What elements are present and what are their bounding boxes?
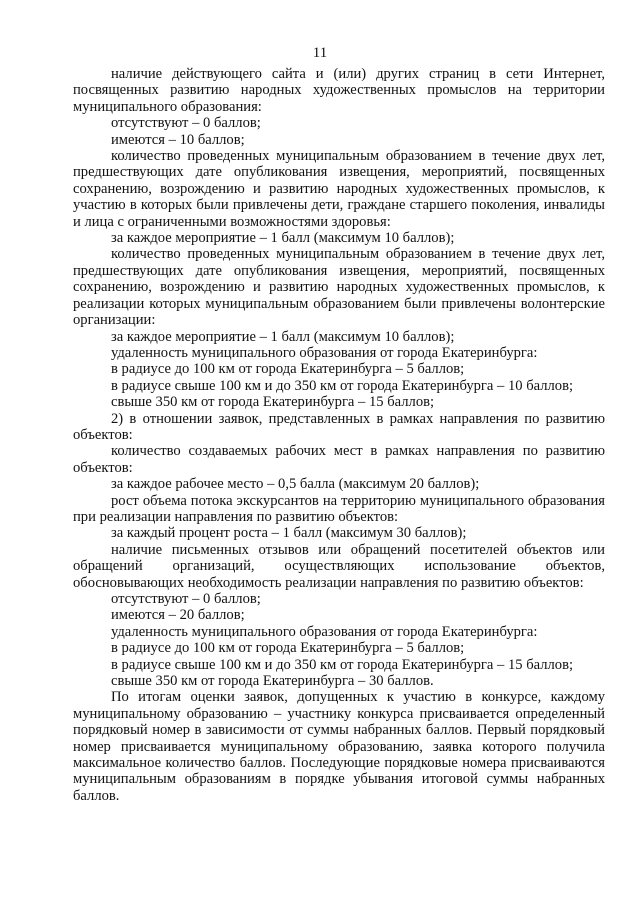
paragraph-score-option: имеются – 20 баллов; [111, 607, 245, 624]
document-body [73, 66, 605, 804]
paragraph-ranking-rules: По итогам оценки заявок, допущенных к участию в конкурсе, каждому муниципальному образованию – участнику конкурса присваивается определенный порядковый номер в зависимости от суммы набранных баллов. Первый порядковый номер присваивается муниципальному образованию, заявка которого получила максимальное количество баллов. Последующие порядковые номера присваиваются муниципальным образованиям в порядке убывания итоговой суммы набранных баллов. [73, 689, 605, 804]
paragraph-score-option: за каждый процент роста – 1 балл (максимум 30 баллов); [111, 525, 467, 542]
paragraph-score-option: отсутствуют – 0 баллов; [111, 115, 261, 132]
paragraph-website-criterion: наличие действующего сайта и (или) других страниц в сети Интернет, посвященных развитию народных художественных промыслов на территории муниципального образования: [73, 66, 605, 115]
paragraph-events-with-children-criterion: количество проведенных муниципальным образованием в течение двух лет, предшествующих дате опубликования извещения, мероприятий, посвященных сохранению, возрождению и развитию народных художественных промыслов, к участию в которых были привлечены дети, граждане старшего поколения, инвалиды и лица с ограниченными возможностями здоровья: [73, 148, 605, 230]
page-number: 11 [312, 45, 328, 61]
paragraph-score-option: в радиусе до 100 км от города Екатеринбурга – 5 баллов; [111, 361, 465, 378]
paragraph-score-option: за каждое мероприятие – 1 балл (максимум 10 баллов); [111, 328, 455, 345]
paragraph-score-option: отсутствуют – 0 баллов; [111, 591, 261, 607]
paragraph-score-option: свыше 350 км от города Екатеринбурга – 30 баллов. [111, 673, 434, 690]
paragraph-score-option: за каждое мероприятие – 1 балл (максимум 10 баллов); [111, 230, 455, 247]
paragraph-score-option: имеются – 10 баллов; [111, 131, 245, 148]
paragraph-score-option: в радиусе до 100 км от города Екатеринбурга – 5 баллов; [111, 640, 465, 657]
paragraph-score-option: за каждое рабочее место – 0,5 балла (максимум 20 баллов); [111, 476, 480, 493]
paragraph-score-option: в радиусе свыше 100 км и до 350 км от города Екатеринбурга – 15 баллов; [111, 656, 574, 673]
paragraph-score-option: свыше 350 км от города Екатеринбурга – 15 баллов; [111, 394, 435, 411]
paragraph-score-option: в радиусе свыше 100 км и до 350 км от города Екатеринбурга – 10 баллов; [111, 377, 574, 394]
paragraph-objects-direction-heading: 2) в отношении заявок, представленных в рамках направления по развитию объектов: [73, 410, 605, 443]
paragraph-tourist-flow-criterion: рост объема потока экскурсантов на территорию муниципального образования при реализации направления по развитию объектов: [73, 492, 605, 525]
paragraph-distance-criterion: удаленность муниципального образования от города Екатеринбурга: [111, 623, 538, 640]
paragraph-jobs-criterion: количество создаваемых рабочих мест в рамках направления по развитию объектов: [73, 443, 605, 476]
paragraph-events-with-volunteers-criterion: количество проведенных муниципальным образованием в течение двух лет, предшествующих дате опубликования извещения, мероприятий, посвященных сохранению, возрождению и развитию народных художественных промыслов, к реализации которых муниципальным образованием были привлечены волонтерские организации: [73, 246, 605, 329]
paragraph-reviews-criterion: наличие письменных отзывов или обращений посетителей объектов или обращений организаций, осуществляющих использование объектов, обосновывающих необходимость реализации направления по развитию объектов: [73, 541, 605, 591]
paragraph-distance-criterion: удаленность муниципального образования от города Екатеринбурга: [111, 344, 538, 361]
